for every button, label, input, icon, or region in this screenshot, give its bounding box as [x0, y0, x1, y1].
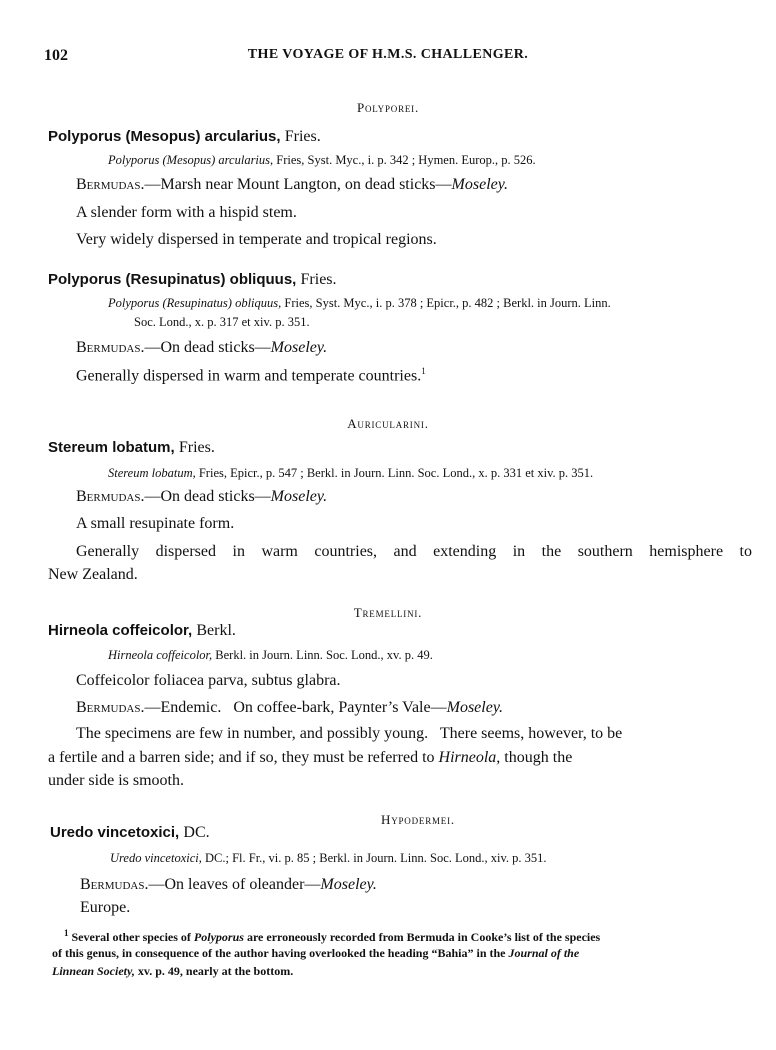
note-line: Generally dispersed in warm and temperate countries.$^1$ [76, 366, 426, 385]
locality-line [80, 876, 377, 894]
locality-text: —On dead sticks— [144, 339, 271, 356]
section-heading-auricularini: Auricularini. [347, 416, 429, 431]
reference-text: Fries, Epicr., p. 547 ; Berkl. in Journ. Linn. Soc. Lond., x. p. 331 et xiv. p. 351. [198, 466, 594, 480]
description-line: under side is smooth. [48, 772, 184, 789]
species-author: Fries. [284, 128, 321, 145]
reference-name: Uredo vincetoxici, [110, 851, 202, 865]
species-heading [48, 439, 215, 457]
reference-line [108, 153, 536, 168]
reference-text: Berkl. in Journ. Linn. Soc. Lond., xv. p. 49. [215, 648, 433, 662]
footnote-line: $^1$ Several other species of Polyporus are erroneously recorded from Bermuda in Cooke’s list of the species [64, 928, 601, 944]
reference-name: Polyporus (Mesopus) arcularius, [108, 153, 274, 167]
locality-text: —Endemic. On coffee-bark, Paynter’s Vale— [144, 699, 447, 716]
note-line: Very widely dispersed in temperate and tropical regions. [76, 231, 437, 248]
description-line: The specimens are few in number, and possibly young. There seems, however, to be [76, 725, 623, 742]
locality-line [76, 176, 508, 194]
locality-text: —On dead sticks— [144, 488, 271, 505]
genus-name: Hirneola, [438, 749, 501, 766]
species-name: Stereum lobatum, [48, 439, 175, 456]
latin-diagnosis: Coffeicolor foliacea parva, subtus glabra. [76, 672, 341, 689]
locality-label: Bermudas. [76, 488, 145, 505]
locality-line [76, 339, 327, 357]
reference-line [110, 851, 547, 866]
reference-line-continued: Soc. Lond., x. p. 317 et xiv. p. 351. [134, 315, 310, 329]
reference-name: Polyporus (Resupinatus) obliquus, [108, 296, 282, 310]
species-heading [48, 128, 321, 146]
note-line-continued: New Zealand. [48, 566, 138, 583]
locality-line [76, 699, 503, 717]
section-heading-polyporei: Polyporei. [356, 100, 420, 115]
locality-label: Bermudas. [76, 176, 145, 193]
footnote-marker: 1 [421, 366, 426, 376]
collector: Moseley. [446, 699, 504, 716]
reference-line [108, 648, 433, 663]
species-name: Polyporus (Resupinatus) obliquus, [48, 271, 297, 288]
note-line: Generally dispersed in warm countries, and extending in the southern hemisphere to [76, 543, 752, 560]
species-author: Fries. [178, 439, 215, 456]
reference-name: Hirneola coffeicolor, [108, 648, 213, 662]
species-author: DC. [183, 824, 210, 841]
footnote-line: Linnean Society, xv. p. 49, nearly at the bottom. [52, 964, 294, 978]
reference-name: Stereum lobatum, [108, 466, 196, 480]
locality-text: —On leaves of oleander— [148, 876, 321, 893]
locality-text: —Marsh near Mount Langton, on dead sticks— [144, 176, 452, 193]
description-line: a fertile and a barren side; and if so, they must be referred to Hirneola, though the [48, 749, 573, 766]
species-name: Hirneola coffeicolor, [48, 622, 193, 639]
species-name: Polyporus (Mesopus) arcularius, [48, 128, 281, 145]
note-line: Europe. [80, 899, 131, 916]
species-name: Uredo vincetoxici, [50, 824, 180, 841]
page-number: 102 [44, 47, 68, 64]
locality-line [76, 488, 327, 506]
reference-line [108, 466, 593, 481]
running-title: THE VOYAGE OF H.M.S. CHALLENGER. [247, 47, 529, 62]
section-heading-tremellini: Tremellini. [353, 605, 423, 620]
footnote-marker: 1 [64, 928, 69, 938]
reference-line [108, 296, 611, 311]
collector: Moseley. [270, 488, 328, 505]
reference-text: Fries, Syst. Myc., i. p. 342 ; Hymen. Europ., p. 526. [276, 153, 536, 167]
reference-text: Fries, Syst. Myc., i. p. 378 ; Epicr., p. 482 ; Berkl. in Journ. Linn. [284, 296, 611, 310]
species-author: Berkl. [196, 622, 236, 639]
species-heading [48, 271, 337, 289]
locality-label: Bermudas. [76, 699, 145, 716]
collector: Moseley. [270, 339, 328, 356]
footnote-line: of this genus, in consequence of the author having overlooked the heading “Bahia” in the Journal of the [52, 946, 580, 960]
locality-label: Bermudas. [80, 876, 149, 893]
note-line: A slender form with a hispid stem. [76, 204, 297, 221]
note-line: A small resupinate form. [76, 515, 235, 532]
section-heading-hypodermei: Hypodermei. [381, 812, 455, 827]
reference-text: DC.; Fl. Fr., vi. p. 85 ; Berkl. in Journ. Linn. Soc. Lond., xiv. p. 351. [204, 851, 547, 865]
locality-label: Bermudas. [76, 339, 145, 356]
collector: Moseley. [320, 876, 377, 893]
species-author: Fries. [300, 271, 337, 288]
collector: Moseley. [451, 176, 508, 193]
species-heading [50, 824, 210, 842]
species-heading [48, 622, 236, 640]
